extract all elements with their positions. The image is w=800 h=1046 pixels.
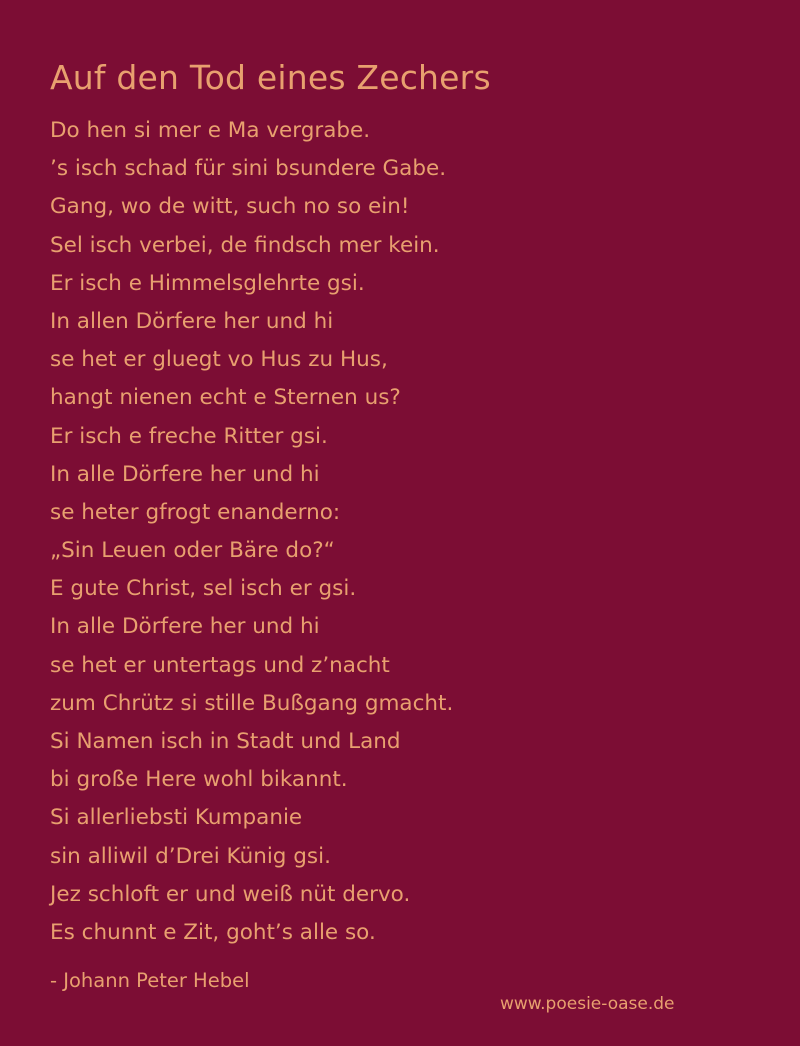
poem-line: Do hen si mer e Ma vergrabe. [50,118,371,143]
poem-line: Er isch e freche Ritter gsi. [50,423,328,449]
poem-line: In allen Dörfere her und hi [50,308,334,334]
poem-author: - Johann Peter Hebel [50,969,250,992]
poem-line: In alle Dörfere her und hi [50,461,320,487]
poem-line: E gute Christ, sel isch er gsi. [50,576,357,602]
poem-body [50,112,453,952]
poem-line: Es chunnt e Zit, goht’s alle so. [50,919,376,945]
poem-line: ’s isch schad für sini bsundere Gabe. [50,156,447,182]
poem-line: Sel isch verbei, de findsch mer kein. [50,232,440,258]
poem-line: sin alliwil d’Drei Künig gsi. [50,843,331,869]
poem-line: „Sin Leuen oder Bäre do?“ [50,538,335,564]
poem-line: se het er gluegt vo Hus zu Hus, [50,347,388,373]
poem-line: hangt nienen echt e Sternen us? [50,385,401,411]
poem-line: se heter gfrogt enanderno: [50,499,341,525]
poem-line: Er isch e Himmelsglehrte gsi. [50,270,365,296]
poem-line: Jez schloft er und weiß nüt dervo. [50,881,411,907]
poem-line: Si Namen isch in Stadt und Land [50,729,401,754]
poem-line: zum Chrütz si stille Bußgang gmacht. [50,690,454,716]
poem-line: Gang, wo de witt, such no so ein! [50,194,410,220]
poem-line: bi große Here wohl bikannt. [50,767,348,793]
poem-title: Auf den Tod eines Zechers [50,58,491,97]
poem-line: In alle Dörfere her und hi [50,614,320,640]
poem-line: Si allerliebsti Kumpanie [50,805,303,831]
poem-line: se het er untertags und z’nacht [50,652,390,678]
source-link[interactable]: www.poesie-oase.de [500,994,675,1014]
